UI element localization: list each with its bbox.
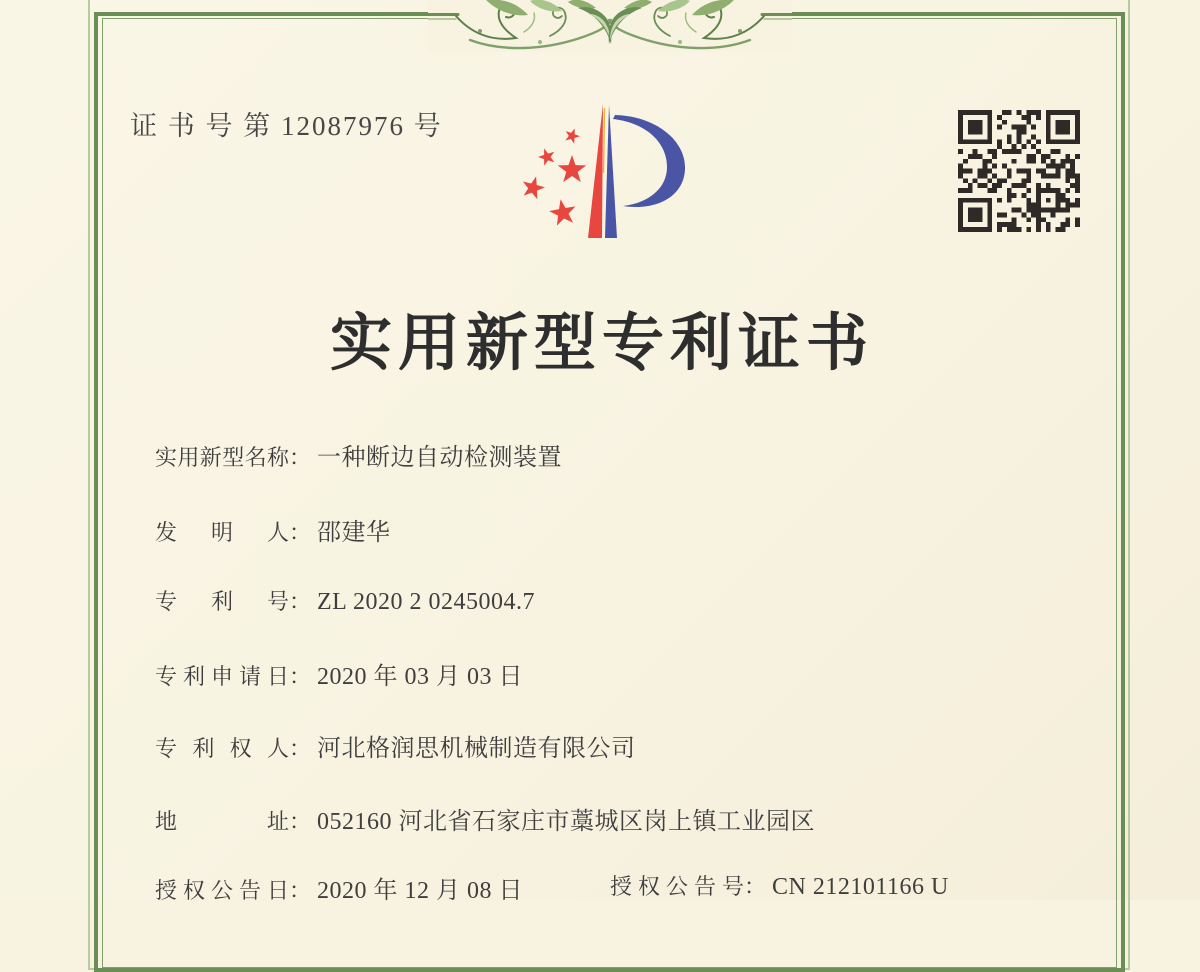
field-colon: ： [289, 589, 312, 614]
field-row-address [155, 801, 815, 836]
field-label: 专利号 [155, 589, 289, 614]
certificate-title: 实用新型专利证书 [329, 310, 874, 378]
field-row-patentee [155, 728, 636, 763]
qr-code-icon [958, 110, 1080, 232]
field-label: 地址 [155, 809, 289, 834]
field-value: 2020 年 03 月 03 日 [317, 664, 524, 690]
field-colon: ： [289, 664, 312, 689]
field-row-filing-date [155, 656, 523, 691]
field-label: 授权公告号 [610, 874, 744, 899]
field-colon: ： [289, 520, 312, 545]
field-value: 一种断边自动检测装置 [317, 445, 563, 471]
field-label: 发明人 [155, 520, 289, 545]
red-stars-icon [523, 129, 586, 226]
cnipa-logo-icon [515, 95, 700, 245]
field-value: ZL 2020 2 0245004.7 [317, 589, 535, 615]
field-row-patent-number [155, 585, 535, 616]
field-value: 河北格润思机械制造有限公司 [317, 736, 636, 762]
field-label: 专利申请日 [155, 664, 289, 689]
field-colon: ： [289, 736, 312, 761]
field-colon: ： [744, 874, 767, 899]
field-colon: ： [289, 878, 312, 903]
field-colon: ： [289, 809, 312, 834]
field-colon: ： [289, 445, 312, 470]
field-label: 专利权人 [155, 736, 289, 761]
field-row-announcement-number [610, 870, 949, 901]
field-row-inventor [155, 512, 391, 547]
field-value: 052160 河北省石家庄市藁城区岗上镇工业园区 [317, 809, 816, 835]
certificate-number: 证 书 号 第 12087976 号 [130, 111, 443, 141]
field-value: 2020 年 12 月 08 日 [317, 878, 524, 904]
floral-ornament-icon [428, 0, 792, 52]
field-label: 实用新型名称 [155, 445, 289, 470]
field-row-name [155, 437, 562, 472]
field-label: 授权公告日 [155, 878, 289, 903]
field-value: CN 212101166 U [772, 874, 949, 900]
field-value: 邵建华 [317, 520, 391, 546]
